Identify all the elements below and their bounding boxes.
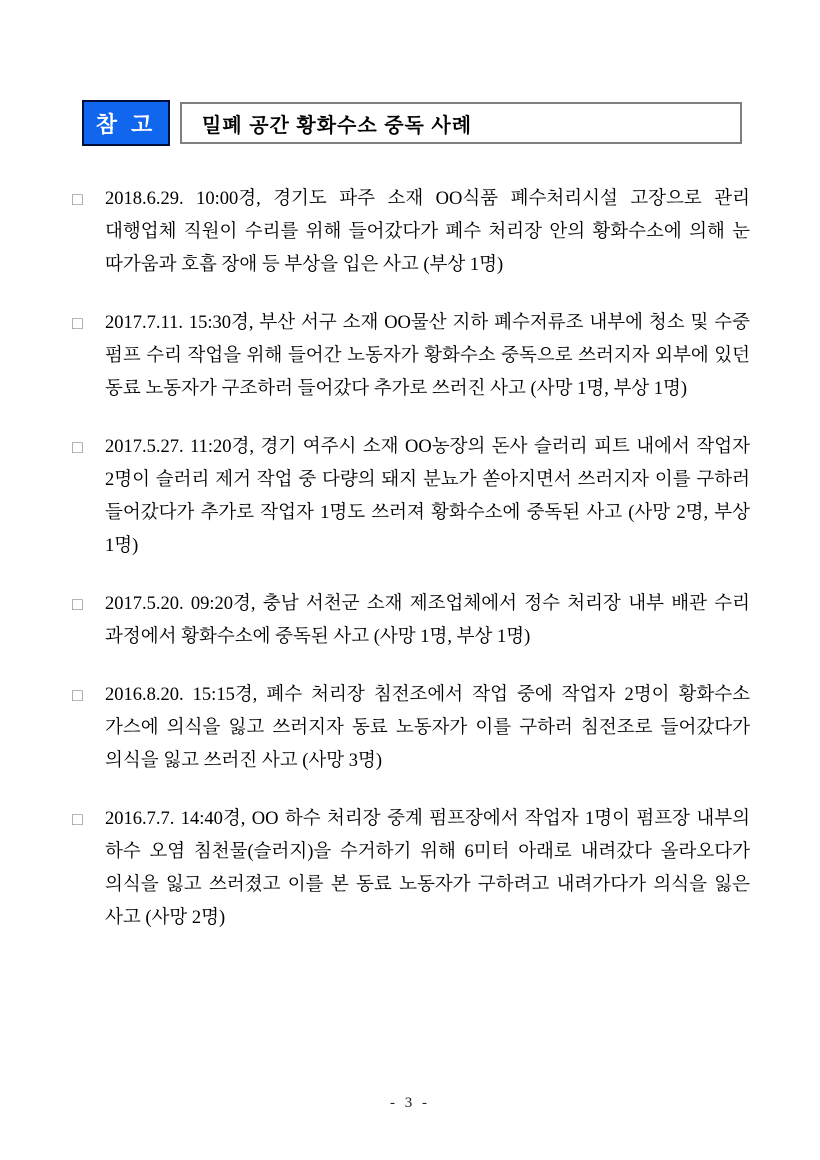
square-bullet-icon: □ bbox=[72, 685, 83, 705]
incident-text: 2017.5.20. 09:20경, 충남 서천군 소재 제조업체에서 정수 처리장 내부 배관 수리 과정에서 황화수소에 중독된 사고 (사망 1명, 부상 1명) bbox=[105, 594, 750, 647]
section-header bbox=[82, 100, 742, 146]
square-bullet-icon: □ bbox=[72, 594, 83, 614]
incident-item bbox=[72, 679, 750, 778]
incident-item bbox=[72, 588, 750, 654]
incident-list bbox=[72, 183, 750, 960]
page-footer bbox=[0, 1094, 820, 1112]
page-number: - 3 - bbox=[390, 1095, 430, 1111]
square-bullet-icon: □ bbox=[72, 809, 83, 829]
incident-text: 2017.7.11. 15:30경, 부산 서구 소재 OO물산 지하 폐수저류조 내부에 청소 및 수중 펌프 수리 작업을 위해 들어간 노동자가 황화수소 중독으로 쓰러지자 외부에 있던 동료 노동자가 구조하러 들어갔다 추가로 쓰러진 사고 (사망 1명, 부상 1명) bbox=[105, 313, 750, 399]
incident-text: 2018.6.29. 10:00경, 경기도 파주 소재 OO식품 폐수처리시설 고장으로 관리 대행업체 직원이 수리를 위해 들어갔다가 폐수 처리장 안의 황화수소에 의해 눈 따가움과 호흡 장애 등 부상을 입은 사고 (부상 1명) bbox=[105, 189, 750, 275]
square-bullet-icon: □ bbox=[72, 189, 83, 209]
incident-text: 2016.8.20. 15:15경, 폐수 처리장 침전조에서 작업 중에 작업자 2명이 황화수소 가스에 의식을 잃고 쓰러지자 동료 노동자가 이를 구하러 침전조로 들어갔다가 의식을 잃고 쓰러진 사고 (사망 3명) bbox=[105, 685, 750, 771]
square-bullet-icon: □ bbox=[72, 437, 83, 457]
incident-item bbox=[72, 803, 750, 935]
incident-item bbox=[72, 183, 750, 282]
square-bullet-icon: □ bbox=[72, 313, 83, 333]
section-title: 밀폐 공간 황화수소 중독 사례 bbox=[202, 114, 473, 137]
incident-text: 2017.5.27. 11:20경, 경기 여주시 소재 OO농장의 돈사 슬러리 피트 내에서 작업자 2명이 슬러리 제거 작업 중 다량의 돼지 분뇨가 쏟아지면서 쓰러지자 이를 구하러 들어갔다가 추가로 작업자 1명도 쓰러져 황화수소에 중독된 사고 (사망 2명, 부상 1명) bbox=[105, 437, 751, 556]
incident-item bbox=[72, 307, 750, 406]
reference-badge bbox=[82, 100, 170, 146]
incident-text: 2016.7.7. 14:40경, OO 하수 처리장 중계 펌프장에서 작업자 1명이 펌프장 내부의 하수 오염 침천물(슬러지)을 수거하기 위해 6미터 아래로 내려갔다 올라오다가 의식을 잃고 쓰러졌고 이를 본 동료 노동자가 구하려고 내려가다가 의식을 잃은 사고 (사망 2명) bbox=[105, 809, 750, 928]
section-title-box bbox=[180, 102, 742, 144]
reference-badge-label: 참 고 bbox=[95, 111, 157, 137]
incident-item bbox=[72, 431, 750, 563]
